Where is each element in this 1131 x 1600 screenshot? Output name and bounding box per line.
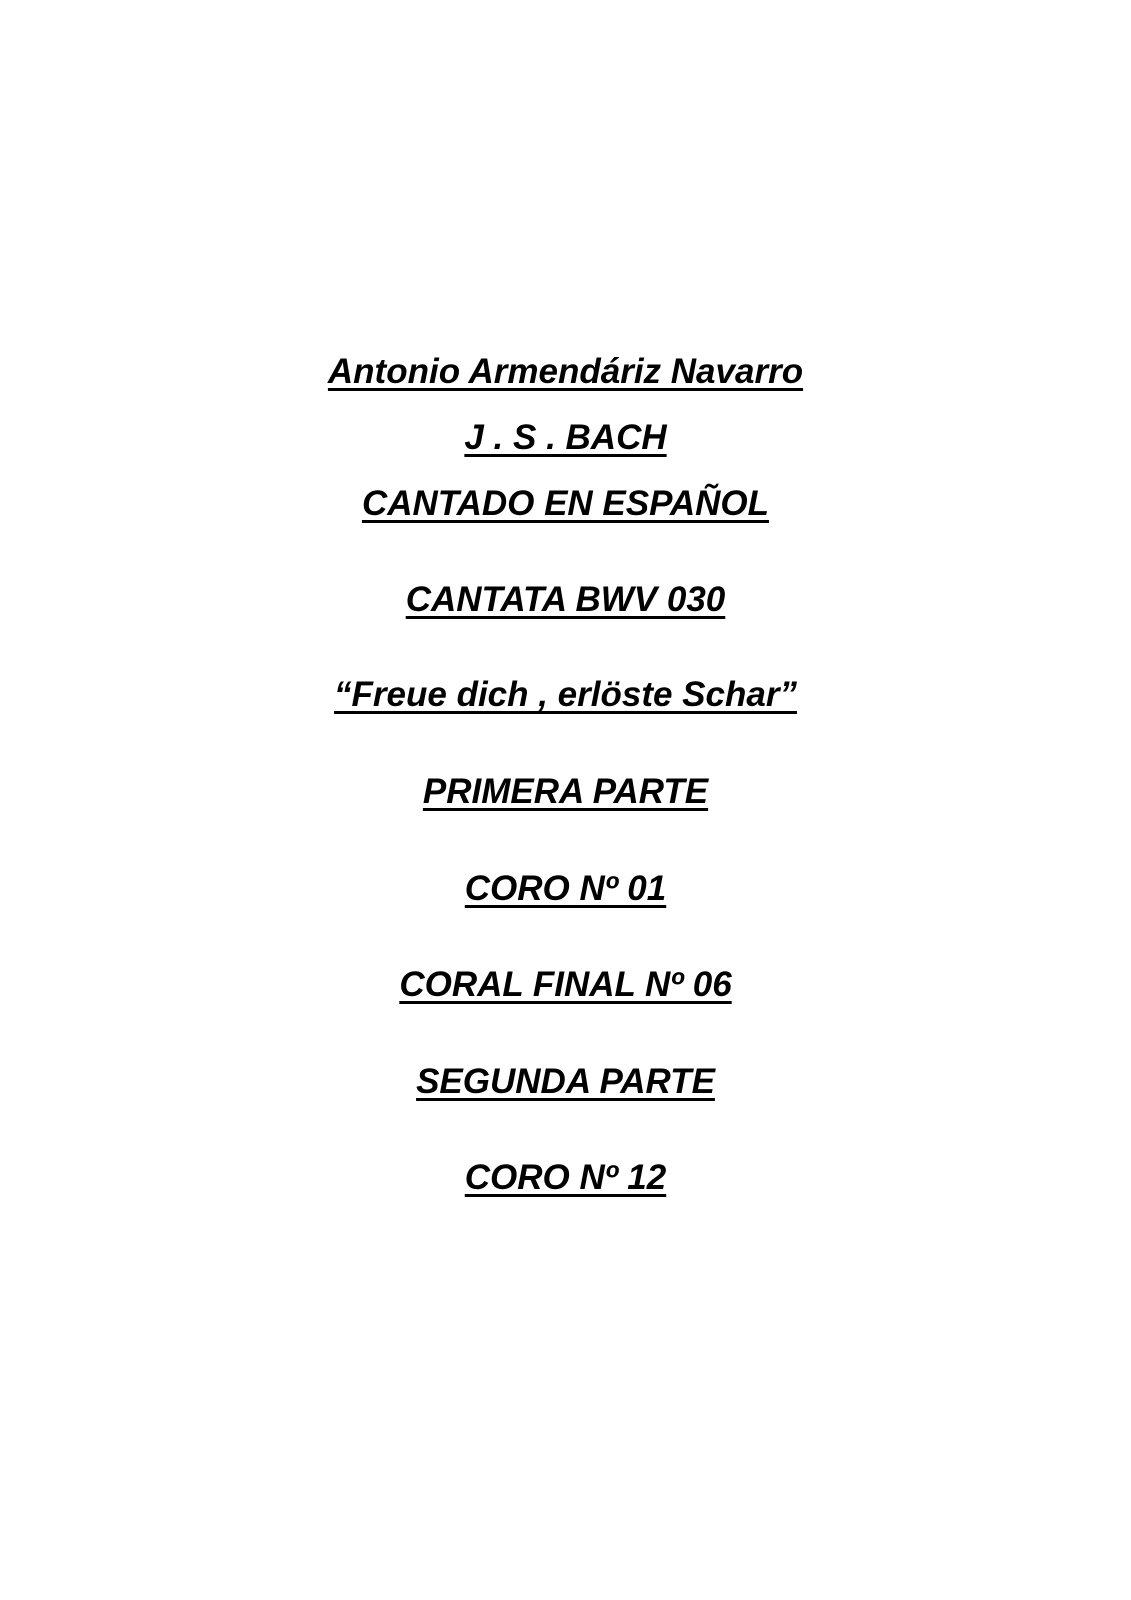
composer-name: J . S . BACH bbox=[464, 418, 667, 457]
cantata-title: “Freue dich , erlöste Schar” bbox=[334, 675, 797, 714]
movement-coro-12: CORO Nº 12 bbox=[464, 1158, 667, 1197]
movement-coro-01: CORO Nº 01 bbox=[464, 869, 667, 908]
movement-coral-final-06: CORAL FINAL Nº 06 bbox=[399, 965, 732, 1004]
part-one-heading: PRIMERA PARTE bbox=[422, 772, 709, 811]
document-subtitle: CANTADO EN ESPAÑOL bbox=[361, 484, 770, 523]
part-two-heading: SEGUNDA PARTE bbox=[416, 1062, 715, 1101]
cantata-number: CANTATA BWV 030 bbox=[405, 580, 726, 619]
author-name: Antonio Armendáriz Navarro bbox=[327, 352, 804, 391]
